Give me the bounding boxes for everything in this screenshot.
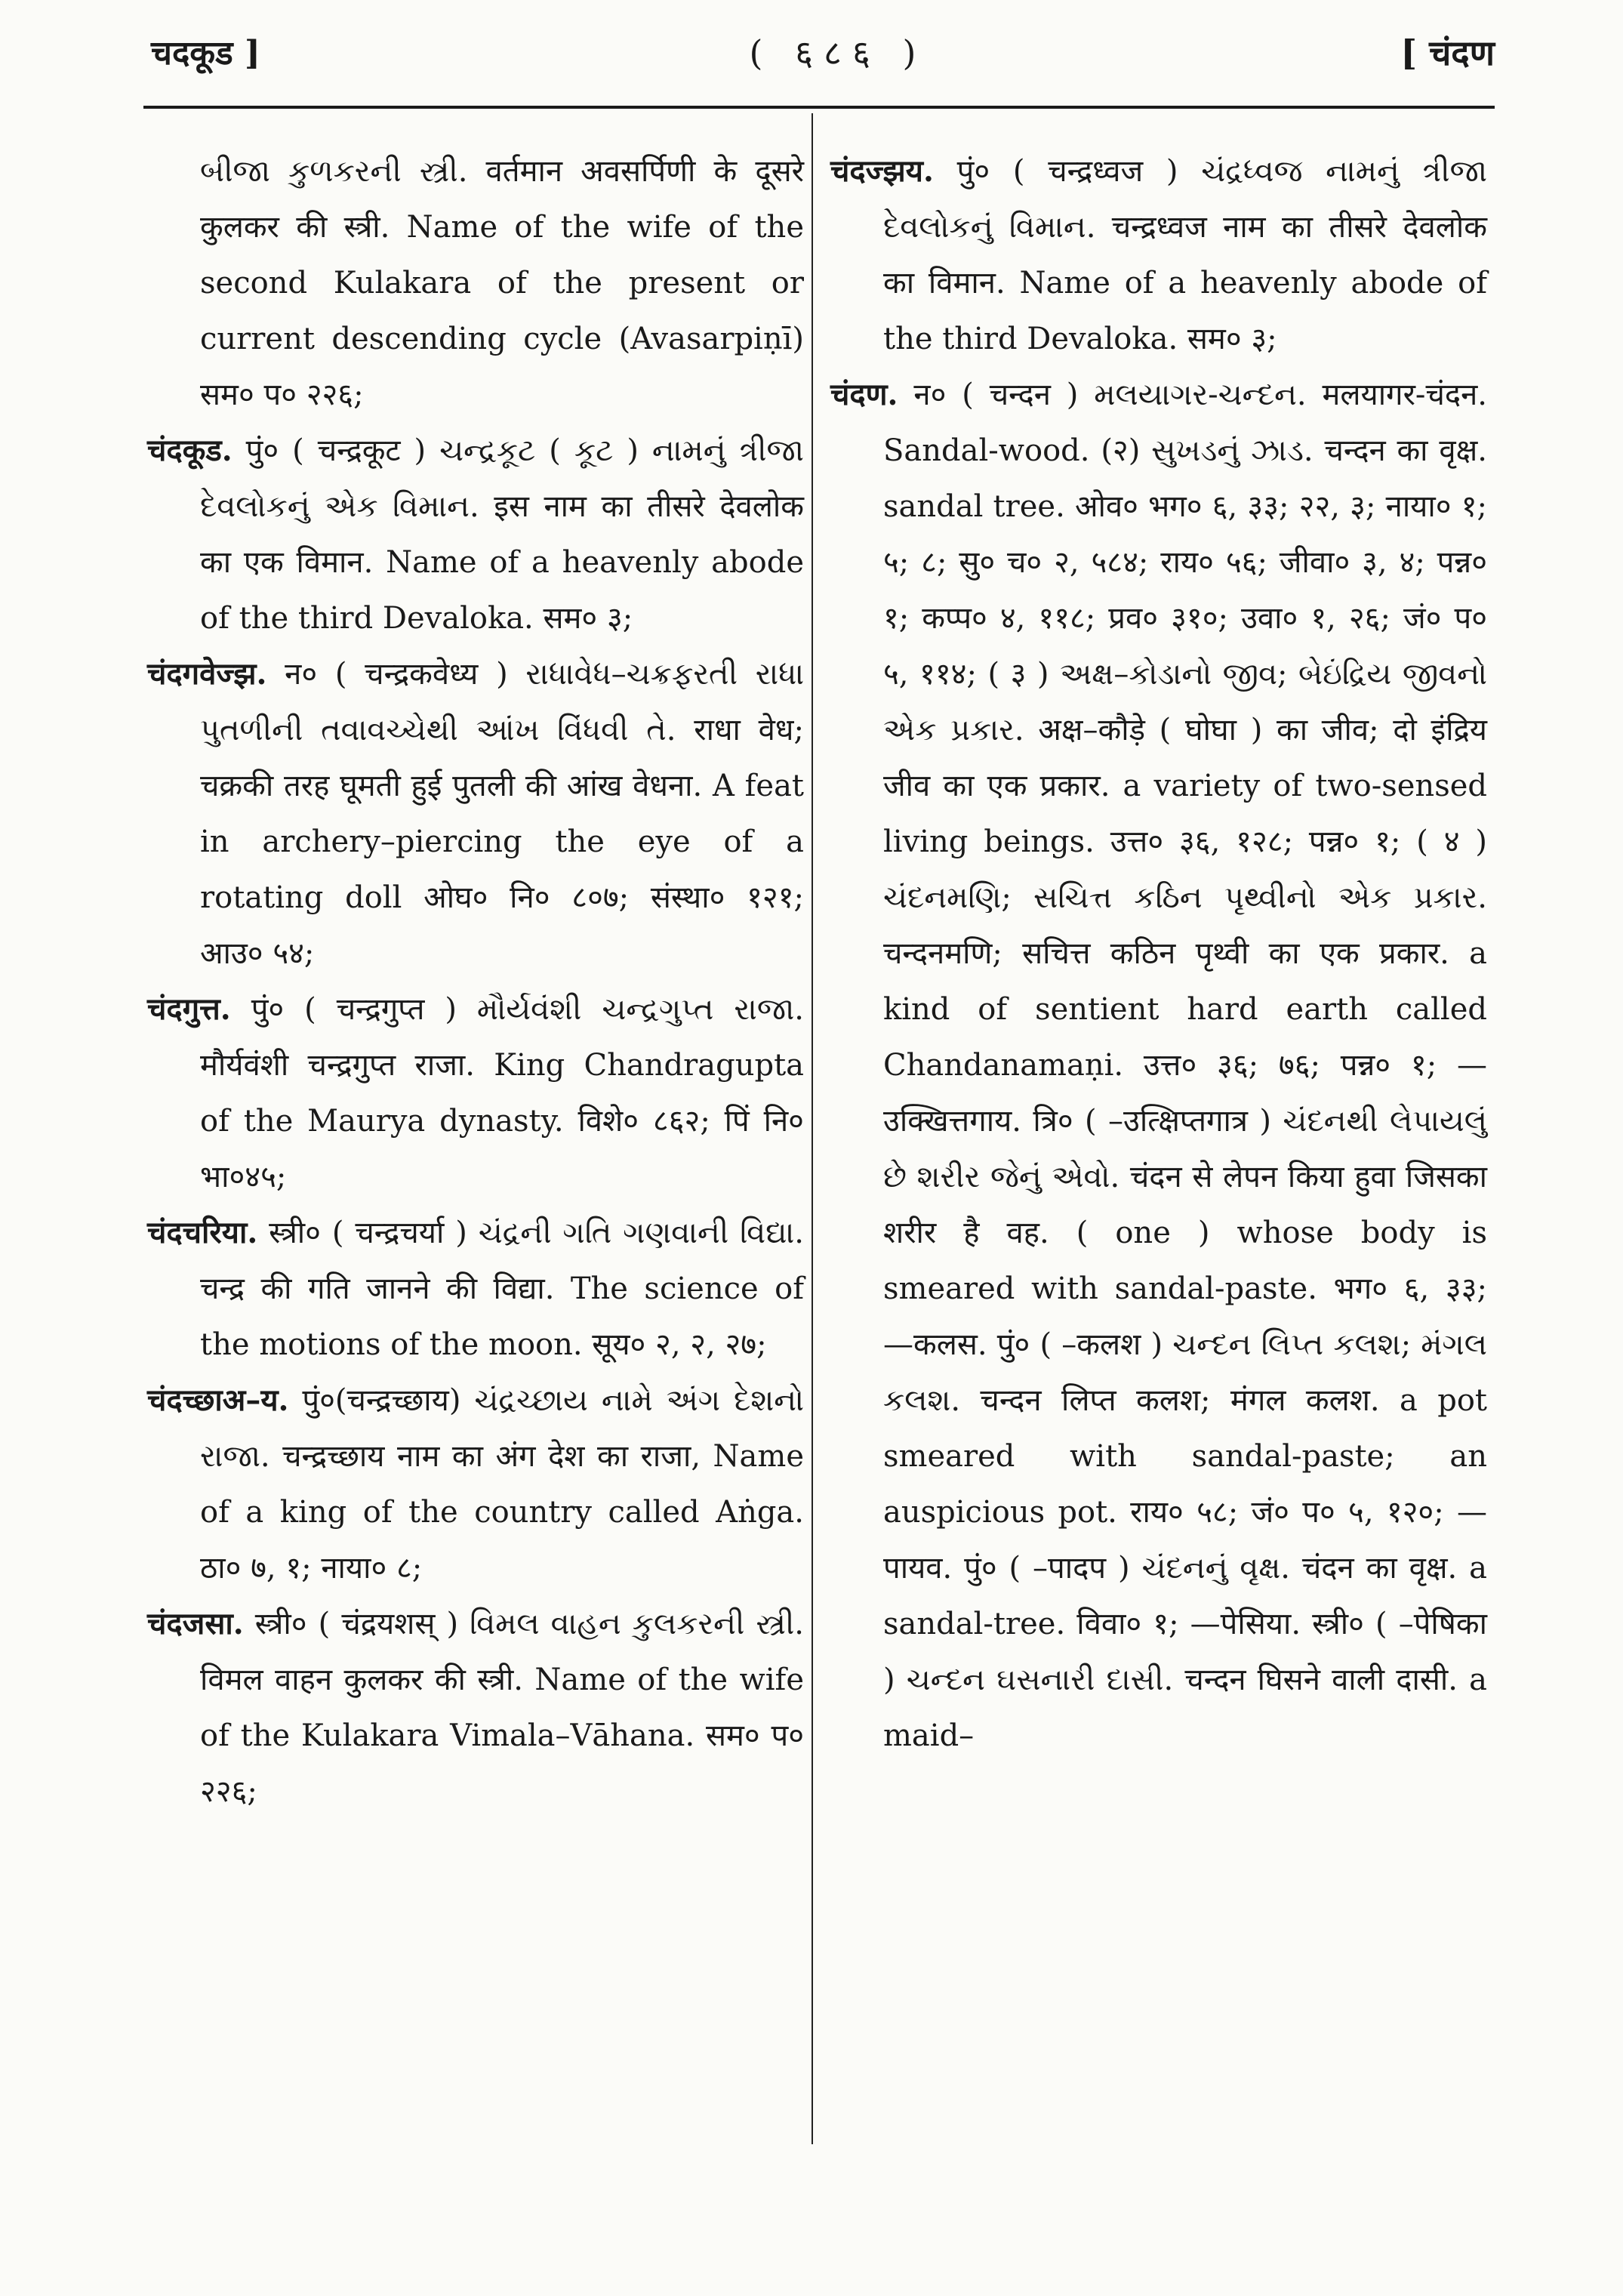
entry-headword: चंदचरिया. bbox=[147, 1215, 258, 1250]
header-left-guide-word: चदकूड ] bbox=[151, 34, 260, 72]
dictionary-entry bbox=[147, 143, 804, 423]
dictionary-entry bbox=[147, 982, 804, 1205]
entry-text: पुं० ( चन्द्रकूट ) ચન્દ્રકૂટ ( કૂટ ) નામનું ત્રીજા દેવલોકનું એક વિમાન. इस नाम का तीसरे देवलोक का एक विमान. Name of a heavenly abode of the third Devaloka. सम० ३; bbox=[200, 433, 804, 636]
entry-text: स्त्री० ( चन्द्रचर्या ) ચંદ્રની ગતિ ગણવાની વિદ્યા. चन्द्र की गति जानने की विद्या. The science of the motions of the moon. सूय० २, २, २७; bbox=[200, 1216, 804, 1362]
dictionary-entry bbox=[147, 1205, 804, 1373]
page-number: ( ६८६ ) bbox=[749, 32, 927, 73]
left-column bbox=[147, 143, 804, 1820]
entry-headword: चंदकूड. bbox=[147, 433, 233, 468]
entry-text: न० ( चन्दन ) મલયાગર-ચન્દન. मलयागर-चंदन. Sandal-wood. (२) સુખડનું ઝાડ. चन्दन का वृक्ष. sandal tree. ओव० भग० ६, ३३; २२, ३; नाया० १; ५; ८; सु० च० २, ५८४; राय० ५६; जीवा० ३, ४; पन्न० १; कप्प० ४, ११८; प्रव० ३१०; उवा० १, २६; जं० प० ५, ११४; ( ३ ) અક્ષ–કોડાનો જીવ; બેઇંદ્રિય જીવનો એક પ્રકાર. अक्ष–कौड़े ( घोघा ) का जीव; दो इंद्रिय जीव का एक प्रकार. a variety of two-sensed living beings. उत्त० ३६, १२८; पन्न० १; ( ४ ) ચંદનમણિ; સચિત્ત કઠિન પૃથ્વીનો એક પ્રકાર. चन्दनमणि; सचित्त कठिन पृथ्वी का एक प्रकार. a kind of sentient hard earth called Chandanamaṇi. उत्त० ३६; ७६; पन्न० १; —उक्खित्तगाय. त्रि० ( –उत्क्षिप्तगात्र ) ચંદનથી લેપાયલું છે શરીર જેનું એવો. चंदन से लेपन किया हुवा जिसका शरीर है वह. ( one ) whose body is smeared with sandal-paste. भग० ६, ३३; —कलस. पुं० ( –कलश ) ચન્દન લિપ્ત કલશ; મંગલ કલશ. चन्दन लिप्त कलश; मंगल कलश. a pot smeared with sandal-paste; an auspicious pot. राय० ५८; जं० प० ५, १२०; —पायव. पुं० ( –पादप ) ચંદનનું વૃક્ષ. चंदन का वृक्ष. a sandal-tree. विवा० १; —पेसिया. स्त्री० ( –पेषिका ) ચન્દન ઘસનારી દાસી. चन्दन घिसने वाली दासी. a maid– bbox=[883, 378, 1488, 1753]
entry-text: न० ( चन्द्रकवेध्य ) રાધાવેધ–ચક્રફરતી રાધા પુતળીની તવાવચ્ચેથી આંખ વિંધવી તે. राधा वेध; चक्रकी तरह घूमती हुई पुतली की आंख वेधना. A feat in archery–piercing the eye of a rotating doll ओघ० नि० ८०७; संस्था० १२१; आउ० ५४; bbox=[200, 657, 804, 971]
entry-headword: चंदगवेज्झ. bbox=[147, 656, 267, 692]
entry-text: पुं० ( चन्द्रगुप्त ) મૌર્યવંશી ચન્દ્રગુપ્ત રાજા. मौर्यवंशी चन्द्रगुप्त राजा. King Chandragupta of the Maurya dynasty. विशे० ८६२; पिं नि० भा०४५; bbox=[200, 992, 805, 1194]
entry-text: पुं० ( चन्द्रध्वज ) ચંદ્રધ્વજ નામનું ત્રીજા દેવલોકનું વિમાન. चन्द्रध्वज नाम का तीसरे देवलोक का विमान. Name of a heavenly abode of the third Devaloka. सम० ३; bbox=[883, 154, 1488, 356]
dictionary-entry bbox=[147, 423, 804, 646]
dictionary-entry bbox=[147, 1373, 804, 1596]
entry-headword: चंदज्झय. bbox=[830, 153, 934, 189]
dictionary-entry bbox=[830, 143, 1487, 367]
entry-text: બીજા કુળકરની સ્ત્રી. वर्तमान अवसर्पिणी के दूसरे कुलकर की स्त्री. Name of the wife of the second Kulakara of the present or current descending cycle (Avasarpiṇī) सम० प० २२६; bbox=[200, 154, 804, 412]
page-header bbox=[151, 29, 1495, 82]
header-rule bbox=[143, 106, 1495, 109]
entry-headword: चंदण. bbox=[830, 377, 898, 412]
entry-text: स्त्री० ( चंद्रयशस् ) વિમલ વાહન કુલકરની સ્ત્રી. विमल वाहन कुलकर की स्त्री. Name of the wife of the Kulakara Vimala–Vāhana. सम० प० २२६; bbox=[200, 1607, 804, 1809]
header-right-guide-word: [ चंदण bbox=[1400, 32, 1495, 73]
dictionary-entry bbox=[830, 367, 1487, 1764]
entry-headword: चंदगुत्त. bbox=[147, 991, 231, 1027]
entry-headword: चंदच्छाअ–य. bbox=[147, 1382, 289, 1418]
entry-text: पुं०(चन्द्रच्छाय) ચંદ્રચ્છાય નામે અંગ દેશનો રાજા. चन्द्रच्छाय नाम का अंग देश का राजा, Name of a king of the country called Aṅga. ठा० ७, १; नाया० ८; bbox=[200, 1383, 804, 1586]
right-column bbox=[830, 143, 1487, 1764]
column-divider bbox=[812, 113, 813, 2144]
dictionary-entry bbox=[147, 1596, 804, 1820]
dictionary-entry bbox=[147, 646, 804, 982]
entry-headword: चंदजसा. bbox=[147, 1606, 244, 1641]
